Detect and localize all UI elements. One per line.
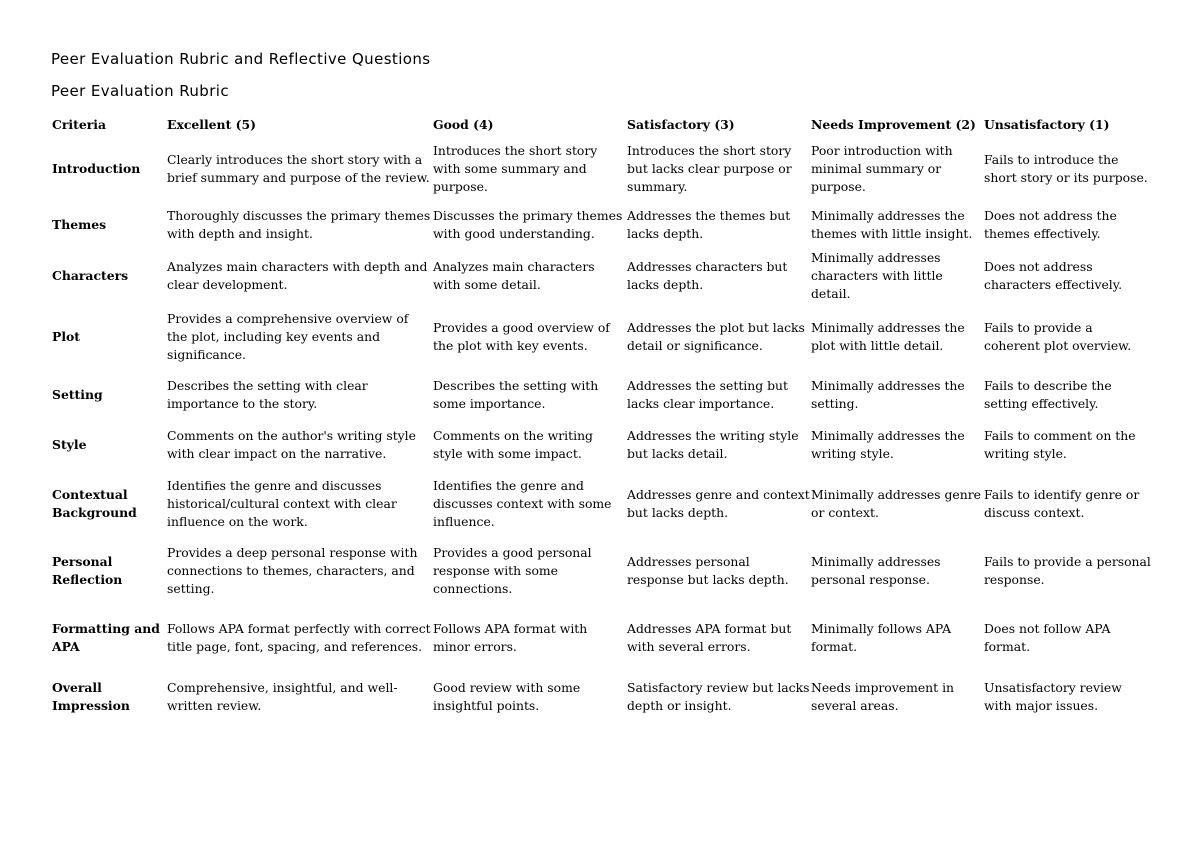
good-cell: Discusses the primary themes with good understanding. [433,207,623,241]
table-row [51,138,1151,200]
satisfactory-cell: Addresses the writing style but lacks detail. [627,428,799,461]
section-title: Peer Evaluation Rubric [51,82,229,100]
needs-improvement-cell: Needs improvement in several areas. [811,680,955,713]
unsatisfactory-cell: Does not address characters effectively. [984,259,1123,292]
unsatisfactory-cell: Fails to describe the setting effectively. [984,378,1112,411]
header-unsatisfactory: Unsatisfactory (1) [984,117,1110,132]
excellent-cell: Thoroughly discusses the primary themes with depth and insight. [167,207,431,241]
good-cell: Analyzes main characters with some detail. [433,259,595,292]
needs-improvement-cell: Minimally addresses the themes with little insight. [811,207,973,241]
needs-improvement-cell: Minimally follows APA format. [811,621,952,654]
table-row [51,470,1151,537]
needs-improvement-cell: Minimally addresses the setting. [811,378,965,411]
needs-improvement-cell: Minimally addresses characters with little detail. [811,250,943,301]
excellent-cell: Analyzes main characters with depth and clear development. [167,259,428,292]
table-row [51,672,1151,722]
criterion-cell: Themes [52,216,107,232]
criterion-cell: Overall Impression [52,680,130,713]
header-satisfactory: Satisfactory (3) [627,117,735,132]
good-cell: Identifies the genre and discusses context with some influence. [433,477,612,529]
table-row [51,537,1151,604]
unsatisfactory-cell: Fails to identify genre or discuss context. [984,486,1140,520]
table-header-row [51,112,1151,138]
needs-improvement-cell: Minimally addresses the writing style. [811,428,965,461]
header-needs-improvement: Needs Improvement (2) [811,117,976,132]
excellent-cell: Comments on the author's writing style with clear impact on the narrative. [167,428,416,461]
good-cell: Follows APA format with minor errors. [433,621,588,654]
unsatisfactory-cell: Fails to comment on the writing style. [984,428,1136,461]
needs-improvement-cell: Minimally addresses the plot with little detail. [811,319,965,353]
unsatisfactory-cell: Fails to provide a coherent plot overview. [984,319,1132,353]
unsatisfactory-cell: Does not follow APA format. [984,621,1111,654]
satisfactory-cell: Addresses the setting but lacks clear importance. [627,378,788,411]
needs-improvement-cell: Minimally addresses genre or context. [811,486,981,520]
table-row [51,604,1151,672]
satisfactory-cell: Addresses the themes but lacks depth. [627,207,791,241]
unsatisfactory-cell: Unsatisfactory review with major issues. [984,680,1122,713]
good-cell: Describes the setting with some importance. [433,378,599,411]
criterion-cell: Personal Reflection [52,553,123,587]
satisfactory-cell: Introduces the short story but lacks clear purpose or summary. [627,143,792,194]
criterion-cell: Style [52,437,87,452]
satisfactory-cell: Satisfactory review but lacks depth or insight. [627,680,810,713]
needs-improvement-cell: Minimally addresses personal response. [811,553,941,587]
table-row [51,370,1151,420]
excellent-cell: Comprehensive, insightful, and well-written review. [167,680,398,713]
header-criteria: Criteria [52,117,106,132]
table-row [51,420,1151,470]
satisfactory-cell: Addresses APA format but with several errors. [627,621,792,654]
criterion-cell: Plot [52,328,81,344]
good-cell: Provides a good overview of the plot with key events. [433,319,610,353]
excellent-cell: Identifies the genre and discusses historical/cultural context with clear influence on the work. [167,477,397,529]
criterion-cell: Formatting and APA [52,621,160,654]
header-good: Good (4) [433,117,494,132]
criterion-cell: Introduction [52,161,141,176]
unsatisfactory-cell: Fails to provide a personal response. [984,553,1151,587]
table-row [51,249,1151,303]
unsatisfactory-cell: Does not address the themes effectively. [984,207,1117,241]
rubric-table [51,112,1151,722]
criterion-cell: Contextual Background [52,486,137,520]
criterion-cell: Characters [52,268,129,283]
header-excellent: Excellent (5) [167,117,256,132]
excellent-cell: Clearly introduces the short story with a brief summary and purpose of the review. [167,152,430,185]
satisfactory-cell: Addresses personal response but lacks depth. [627,553,789,587]
good-cell: Good review with some insightful points. [433,680,581,713]
table-row [51,303,1151,370]
good-cell: Comments on the writing style with some impact. [433,428,593,461]
good-cell: Provides a good personal response with some connections. [433,544,592,596]
excellent-cell: Provides a comprehensive overview of the plot, including key events and significance. [167,310,409,362]
satisfactory-cell: Addresses characters but lacks depth. [627,259,788,292]
table-row [51,200,1151,249]
satisfactory-cell: Addresses genre and context but lacks depth. [627,486,810,520]
excellent-cell: Follows APA format perfectly with correct title page, font, spacing, and references. [167,621,431,654]
document-title: Peer Evaluation Rubric and Reflective Questions [51,50,431,68]
good-cell: Introduces the short story with some summary and purpose. [433,143,598,194]
needs-improvement-cell: Poor introduction with minimal summary or purpose. [811,143,953,194]
criterion-cell: Setting [52,387,103,402]
satisfactory-cell: Addresses the plot but lacks detail or significance. [627,319,805,353]
excellent-cell: Provides a deep personal response with connections to themes, characters, and setting. [167,544,418,596]
excellent-cell: Describes the setting with clear importance to the story. [167,378,368,411]
unsatisfactory-cell: Fails to introduce the short story or its purpose. [984,152,1148,185]
